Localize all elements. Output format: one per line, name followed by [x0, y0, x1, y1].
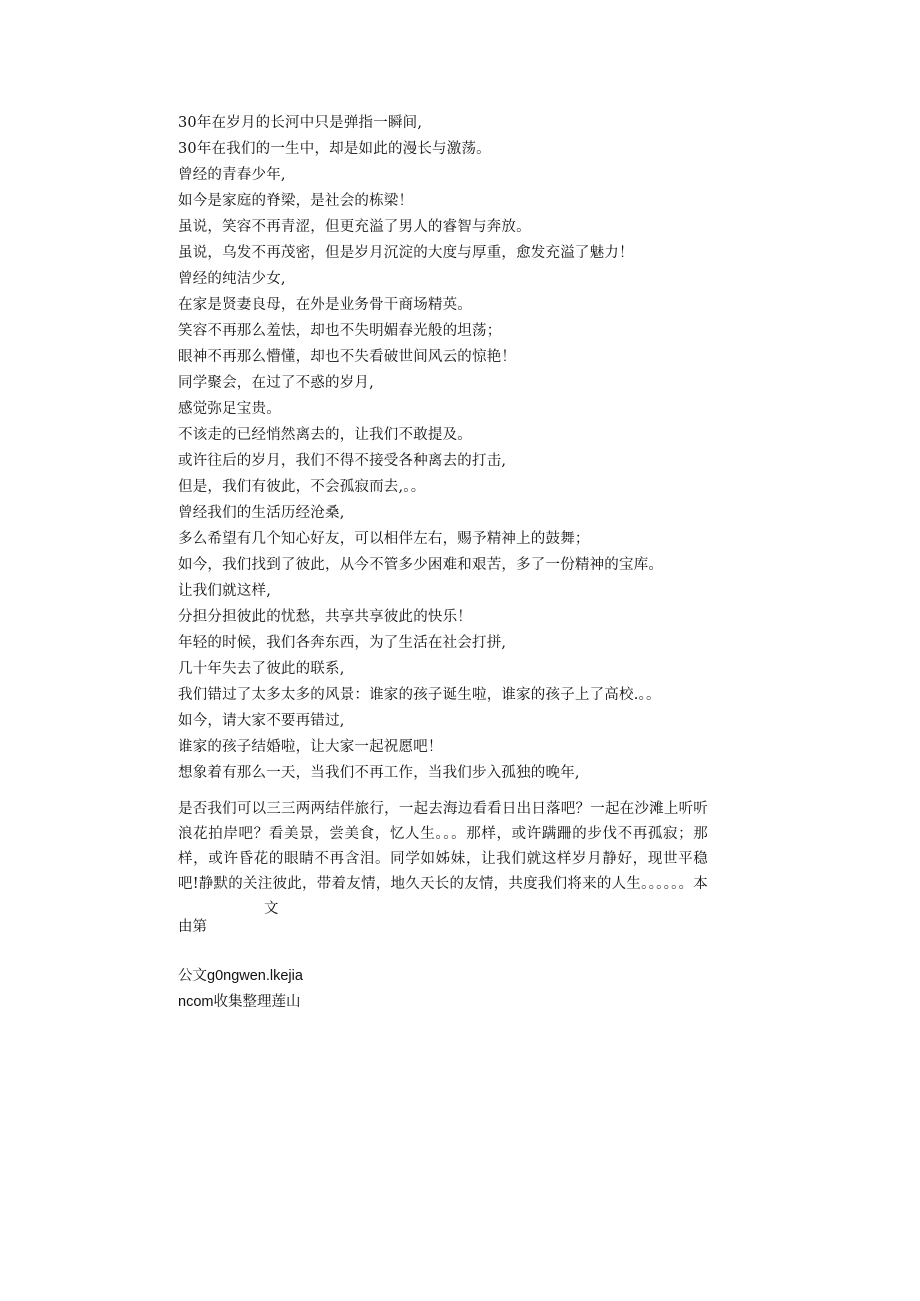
closing-paragraph	[178, 797, 708, 922]
text-line: 在家是贤妻良母，在外是业务骨干商场精英。	[178, 297, 472, 313]
text-line: 虽说，乌发不再茂密，但是岁月沉淀的大度与厚重，愈发充溢了魅力！	[178, 245, 634, 261]
text-line: 笑容不再那么羞怯，却也不失明媚春光般的坦荡；	[178, 323, 502, 339]
text-line: 几十年失去了彼此的联系,	[178, 661, 345, 677]
text-line: 不该走的已经悄然离去的，让我们不敢提及。	[178, 427, 472, 443]
text-line: 多么希望有几个知心好友，可以相伴左右，赐予精神上的鼓舞；	[178, 531, 590, 547]
text-line: 曾经我们的生活历经沧桑,	[178, 505, 345, 521]
text-line: 同学聚会，在过了不惑的岁月,	[178, 375, 374, 391]
text-line: 但是，我们有彼此，不会孤寂而去,。。	[178, 479, 426, 495]
text-line: 我们错过了太多太多的风景：谁家的孩子诞生啦，谁家的孩子上了高校.。。	[178, 687, 661, 703]
text-line: 想象着有那么一天，当我们不再工作，当我们步入孤独的晚年,	[178, 765, 580, 781]
text-line: 30年在岁月的长河中只是弹指一瞬间,	[178, 115, 423, 131]
text-line: 曾经的纯洁少女,	[178, 271, 286, 287]
text-line: 曾经的青春少年,	[178, 167, 286, 183]
source-note-line2: 公文g0ngwen.lkejia	[178, 968, 303, 984]
closing-paragraph-text: 是否我们可以三三两两结伴旅行，一起去海边看看日出日落吧？一起在沙滩上听听浪花拍岸吧？看美景，尝美食，忆人生。。。那样，或许蹒跚的步伐不再孤寂；那样，或许昏花的眼睛不再含泪。同学如姊妹，让我们就这样岁月静好，现世平稳吧!静默的关注彼此，带着友情，地久天长的友情，共度我们将来的人生。。。。。。本	[178, 801, 708, 892]
source-note-line3: ncom收集整理莲山	[178, 994, 301, 1010]
text-line: 30年在我们的一生中，却是如此的漫长与激荡。	[178, 141, 491, 157]
text-line: 或许往后的岁月，我们不得不接受各种离去的打击,	[178, 453, 507, 469]
text-line: 眼神不再那么懵懂，却也不失看破世间风云的惊艳！	[178, 349, 517, 365]
closing-paragraph-tail: 文	[264, 901, 279, 917]
text-line: 谁家的孩子结婚啦，让大家一起祝愿吧！	[178, 739, 443, 755]
text-line: 虽说，笑容不再青涩，但更充溢了男人的睿智与奔放。	[178, 219, 531, 235]
source-note-line1: 由第	[178, 919, 207, 935]
text-line: 让我们就这样,	[178, 583, 272, 599]
text-line: 如今，请大家不要再错过,	[178, 713, 345, 729]
text-line: 如今是家庭的脊梁，是社会的栋梁！	[178, 193, 414, 209]
text-line: 如今，我们找到了彼此，从今不管多少困难和艰苦，多了一份精神的宝库。	[178, 557, 664, 573]
text-line: 感觉弥足宝贵。	[178, 401, 281, 417]
text-line: 年轻的时候，我们各奔东西，为了生活在社会打拼,	[178, 635, 507, 651]
text-line: 分担分担彼此的忧愁，共享共享彼此的快乐！	[178, 609, 472, 625]
